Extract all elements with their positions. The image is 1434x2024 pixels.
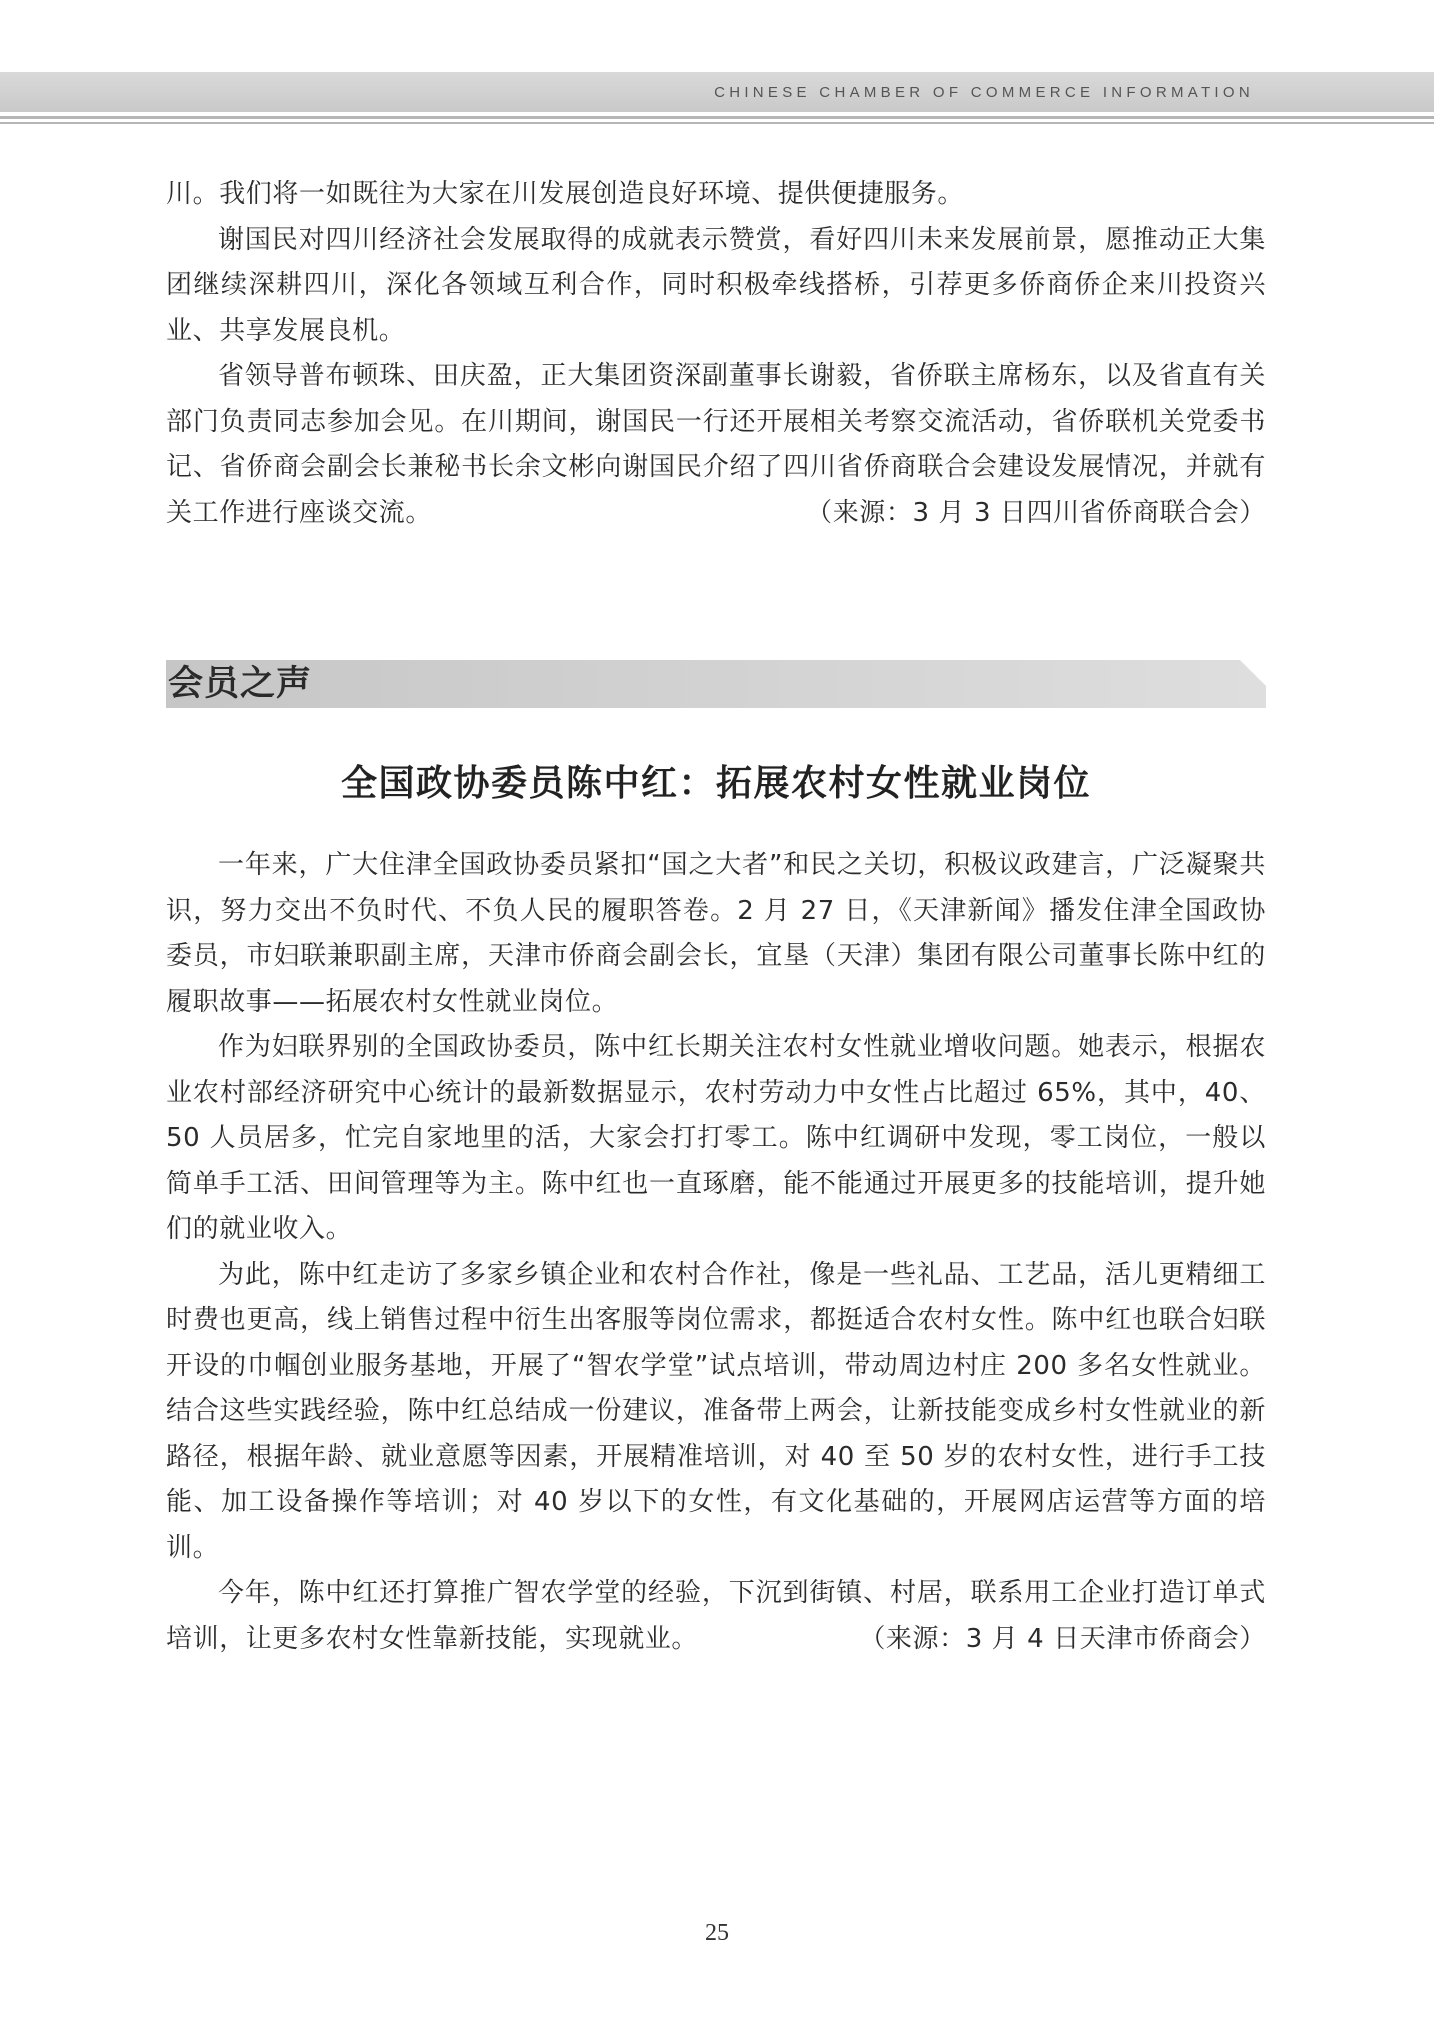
section-banner bbox=[166, 660, 1266, 708]
paragraph: 为此，陈中红走访了多家乡镇企业和农村合作社，像是一些礼品、工艺品，活儿更精细工时费也更高，线上销售过程中衍生出客服等岗位需求，都挺适合农村女性。陈中红也联合妇联开设的巾帼创业服务基地，开展了“智农学堂”试点培训，带动周边村庄 200 多名女性就业。结合这些实践经验，陈中红总结成一份建议，准备带上两会，让新技能变成乡村女性就业的新路径，根据年龄、就业意愿等因素，开展精准培训，对 40 至 50 岁的农村女性，进行手工技能、加工设备操作等培训；对 40 岁以下的女性，有文化基础的，开展网店运营等方面的培训。 bbox=[166, 1259, 1266, 1563]
paragraph: 一年来，广大住津全国政协委员紧扣“国之大者”和民之关切，积极议政建言，广泛凝聚共识，努力交出不负时代、不负人民的履职答卷。2 月 27 日，《天津新闻》播发住津全国政协委员，市妇联兼职副主席，天津市侨商会副会长，宜垦（天津）集团有限公司董事长陈中红的履职故事——拓展农村女性就业岗位。 bbox=[166, 850, 1266, 1017]
source-citation: （来源：3 月 3 日四川省侨商联合会） bbox=[806, 497, 1266, 528]
header-rule bbox=[0, 122, 1434, 124]
paragraph: 谢国民对四川经济社会发展取得的成就表示赞赏，看好四川未来发展前景，愿推动正大集团继续深耕四川，深化各领域互利合作，同时积极牵线搭桥，引荐更多侨商侨企来川投资兴业、共享发展良机。 bbox=[166, 224, 1266, 346]
paragraph-text: 省领导普布顿珠、田庆盈，正大集团资深副董事长谢毅，省侨联主席杨东，以及省直有关部门负责同志参加会见。在川期间，谢国民一行还开展相关考察交流活动，省侨联机关党委书记、省侨商会副会长兼秘书长余文彬向谢国民介绍了四川省侨商联合会建设发展情况，并就有关工作进行座谈交流。 bbox=[166, 361, 1266, 528]
article-title: 全国政协委员陈中红：拓展农村女性就业岗位 bbox=[340, 763, 1091, 804]
paragraph: 作为妇联界别的全国政协委员，陈中红长期关注农村女性就业增收问题。她表示，根据农业农村部经济研究中心统计的最新数据显示，农村劳动力中女性占比超过 65%，其中，40、50 人员居多，忙完自家地里的活，大家会打打零工。陈中红调研中发现，零工岗位，一般以简单手工活、田间管理等为主。陈中红也一直琢磨，能不能通过开展更多的技能培训，提升她们的就业收入。 bbox=[166, 1032, 1266, 1244]
header-rule bbox=[0, 116, 1434, 119]
paragraph-text: 今年，陈中红还打算推广智农学堂的经验，下沉到街镇、村居，联系用工企业打造订单式培训，让更多农村女性靠新技能，实现就业。 bbox=[166, 1578, 1266, 1654]
previous-article-continuation bbox=[166, 172, 1266, 536]
source-citation: （来源：3 月 4 日天津市侨商会） bbox=[859, 1623, 1266, 1654]
running-header: CHINESE CHAMBER OF COMMERCE INFORMATION bbox=[714, 84, 1254, 101]
page-number: 25 bbox=[705, 1920, 729, 1946]
paragraph bbox=[166, 354, 1266, 536]
section-title: 会员之声 bbox=[168, 663, 313, 704]
paragraph: 川。我们将一如既往为大家在川发展创造良好环境、提供便捷服务。 bbox=[166, 179, 965, 209]
article-body bbox=[166, 843, 1266, 1662]
paragraph bbox=[166, 1571, 1266, 1662]
